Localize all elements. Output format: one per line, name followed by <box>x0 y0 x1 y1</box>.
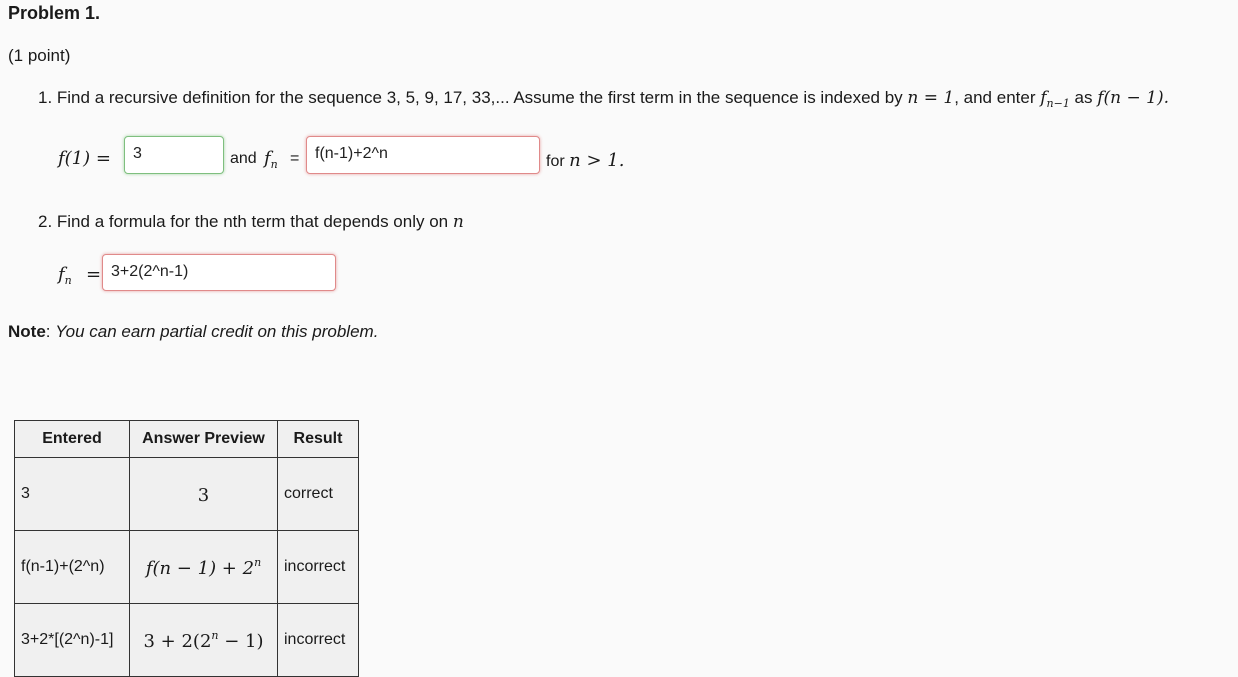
result-cell: incorrect <box>278 604 359 677</box>
table-row <box>15 458 359 531</box>
preview-cell: $3 + 2(2^n - 1)$ <box>130 604 278 677</box>
q1-text-before: 1. Find a recursive definition for the sequence 3, 5, 9, 17, 33,... Assume the first term in the sequence is indexed by <box>38 88 908 107</box>
q2-text: 2. Find a formula for the nth term that depends only on <box>38 212 453 231</box>
header-result: Result <box>278 421 359 458</box>
header-answer-preview: Answer Preview <box>130 421 278 458</box>
entered-cell: 3 <box>15 458 130 531</box>
preview-cell: 3 <box>130 458 278 531</box>
note-text: You can earn partial credit on this problem. <box>55 322 379 341</box>
fn-label-q1: $f_n$ <box>264 148 278 171</box>
result-cell: correct <box>278 458 359 531</box>
q1-math-fn1-sub: n−1 <box>1046 97 1070 110</box>
fn-recursive-answer-input[interactable]: f(n-1)+2^n <box>306 136 540 174</box>
question-1-text <box>38 88 1169 110</box>
problem-title: Problem 1. <box>8 3 101 23</box>
and-text: and <box>230 150 257 167</box>
header-entered: Entered <box>15 421 130 458</box>
fn-formula-answer-input[interactable]: 3+2(2^n-1) <box>102 254 336 291</box>
result-cell: incorrect <box>278 531 359 604</box>
fn-equals-q2: = <box>86 264 102 285</box>
q1-text-as: as <box>1069 88 1098 107</box>
q2-math-n: n <box>452 212 464 232</box>
results-table <box>14 420 359 677</box>
results-header-row <box>15 421 359 458</box>
entered-cell: 3+2*[(2^n)-1] <box>15 604 130 677</box>
fn-label-q2: $f_n$ <box>58 264 72 287</box>
note-label: Note <box>8 322 46 341</box>
table-row <box>15 531 359 604</box>
q1-math-fn1: f <box>1040 88 1047 108</box>
q1-math-n1: n = 1 <box>907 88 955 108</box>
f1-answer-input[interactable]: 3 <box>124 136 224 174</box>
entered-cell: f(n-1)+(2^n) <box>15 531 130 604</box>
f1-label: f(1) = <box>58 148 111 169</box>
table-row <box>15 604 359 677</box>
problem-points: (1 point) <box>8 46 71 65</box>
fn-equals-q1: = <box>290 150 300 167</box>
note <box>8 322 378 342</box>
question-2-text <box>38 212 464 232</box>
q1-text-mid: , and enter <box>954 88 1041 107</box>
preview-cell: $f(n - 1) + 2^n$ <box>130 531 278 604</box>
note-colon: : <box>45 322 56 341</box>
q1-math-fn-minus: f(n − 1). <box>1097 88 1170 108</box>
for-text: for n > 1. <box>546 150 625 171</box>
